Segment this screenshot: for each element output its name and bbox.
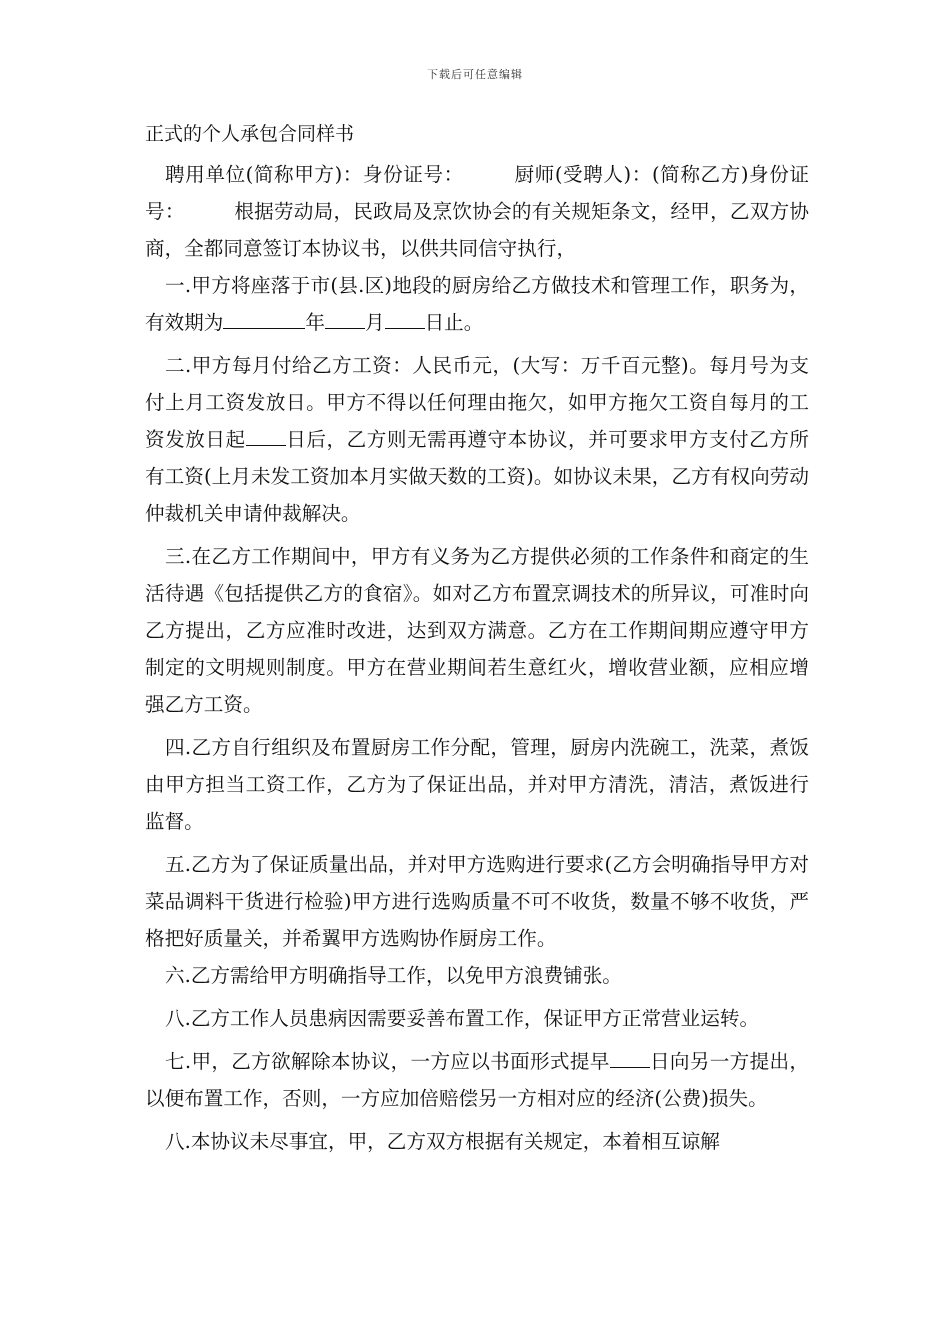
clause-2-text-a: 二.甲方每月付给乙方工资：人民币元，(大写：万千百元整)。每月号为支付上月工资发放日。甲方不得以任何理由拖欠，如甲方拖欠工资自每月的工资发放日起: [145, 354, 809, 451]
blank-field-days: [246, 427, 286, 446]
paragraph-clause-6: 六.乙方需给甲方明确指导工作，以免甲方浪费铺张。: [165, 964, 622, 987]
page-header-note: 下载后可任意编辑: [427, 68, 523, 81]
paragraph-clause-8a: 八.乙方工作人员患病因需要妥善布置工作，保证甲方正常营业运转。: [165, 1007, 760, 1030]
blank-field-year: [223, 310, 305, 329]
document-title: 正式的个人承包合同样书: [145, 123, 355, 145]
clause-7-text-b: 日向另一方提出，以便布置工作，否则，一方应加倍赔偿另一方相对应的经济(公费)损失。: [145, 1050, 810, 1110]
paragraph-clause-4: 四.乙方自行组织及布置厨房工作分配，管理，厨房内洗碗工，洗菜，煮饭由甲方担当工资工作，乙方为了保证出品，并对甲方清洗，清洁，煮饭进行监督。: [145, 736, 809, 833]
blank-field-month: [325, 310, 365, 329]
clause-1-day: 日止。: [424, 311, 484, 334]
clause-1-month: 月: [364, 311, 385, 334]
contract-document: [145, 120, 809, 1160]
blank-field-day: [385, 310, 425, 329]
clause-1-text: 一.甲方将座落于市(县.区)地段的厨房给乙方做技术和管理工作，职务为，有效期为: [145, 274, 809, 334]
blank-field-notice-days: [610, 1049, 650, 1068]
clause-1-year: 年: [305, 311, 325, 334]
clause-7-text-a: 七.甲，乙方欲解除本协议，一方应以书面形式提早: [165, 1050, 610, 1073]
paragraph-clause-1: [145, 267, 809, 341]
paragraph-clause-3: 三.在乙方工作期间中，甲方有义务为乙方提供必须的工作条件和商定的生活待遇《包括提供乙方的食宿》。如对乙方布置烹调技术的所异议，可准时向乙方提出，乙方应准时改进，达到双方满意。乙方在工作期间期应遵守甲方制定的文明规则制度。甲方在营业期间若生意红火，增收营业额，应相应增强乙方工资。: [145, 545, 809, 716]
paragraph-clause-5: 五.乙方为了保证质量出品，并对甲方选购进行要求(乙方会明确指导甲方对菜品调料干货进行检验)甲方进行选购质量不可不收货，数量不够不收货，严格把好质量关，并希翼甲方选购协作厨房工作。: [145, 853, 809, 950]
paragraph-clause-2: [145, 347, 809, 532]
paragraph-parties: 聘用单位(简称甲方)：身份证号： 厨师(受聘人)：(简称乙方)身份证号： 根据劳动局，民政局及烹饮协会的有关规矩条文，经甲，乙双方协商，全都同意签订本协议书，以供共同信守执行，: [145, 163, 809, 260]
clause-2-text-b: 日后，乙方则无需再遵守本协议，并可要求甲方支付乙方所有工资(上月未发工资加本月实做天数的工资)。如协议未果，乙方有权向劳动仲裁机关申请仲裁解决。: [145, 428, 810, 525]
paragraph-clause-7: [145, 1043, 809, 1117]
paragraph-clause-8b: 八.本协议未尽事宜，甲，乙方双方根据有关规定，本着相互谅解: [165, 1130, 720, 1153]
